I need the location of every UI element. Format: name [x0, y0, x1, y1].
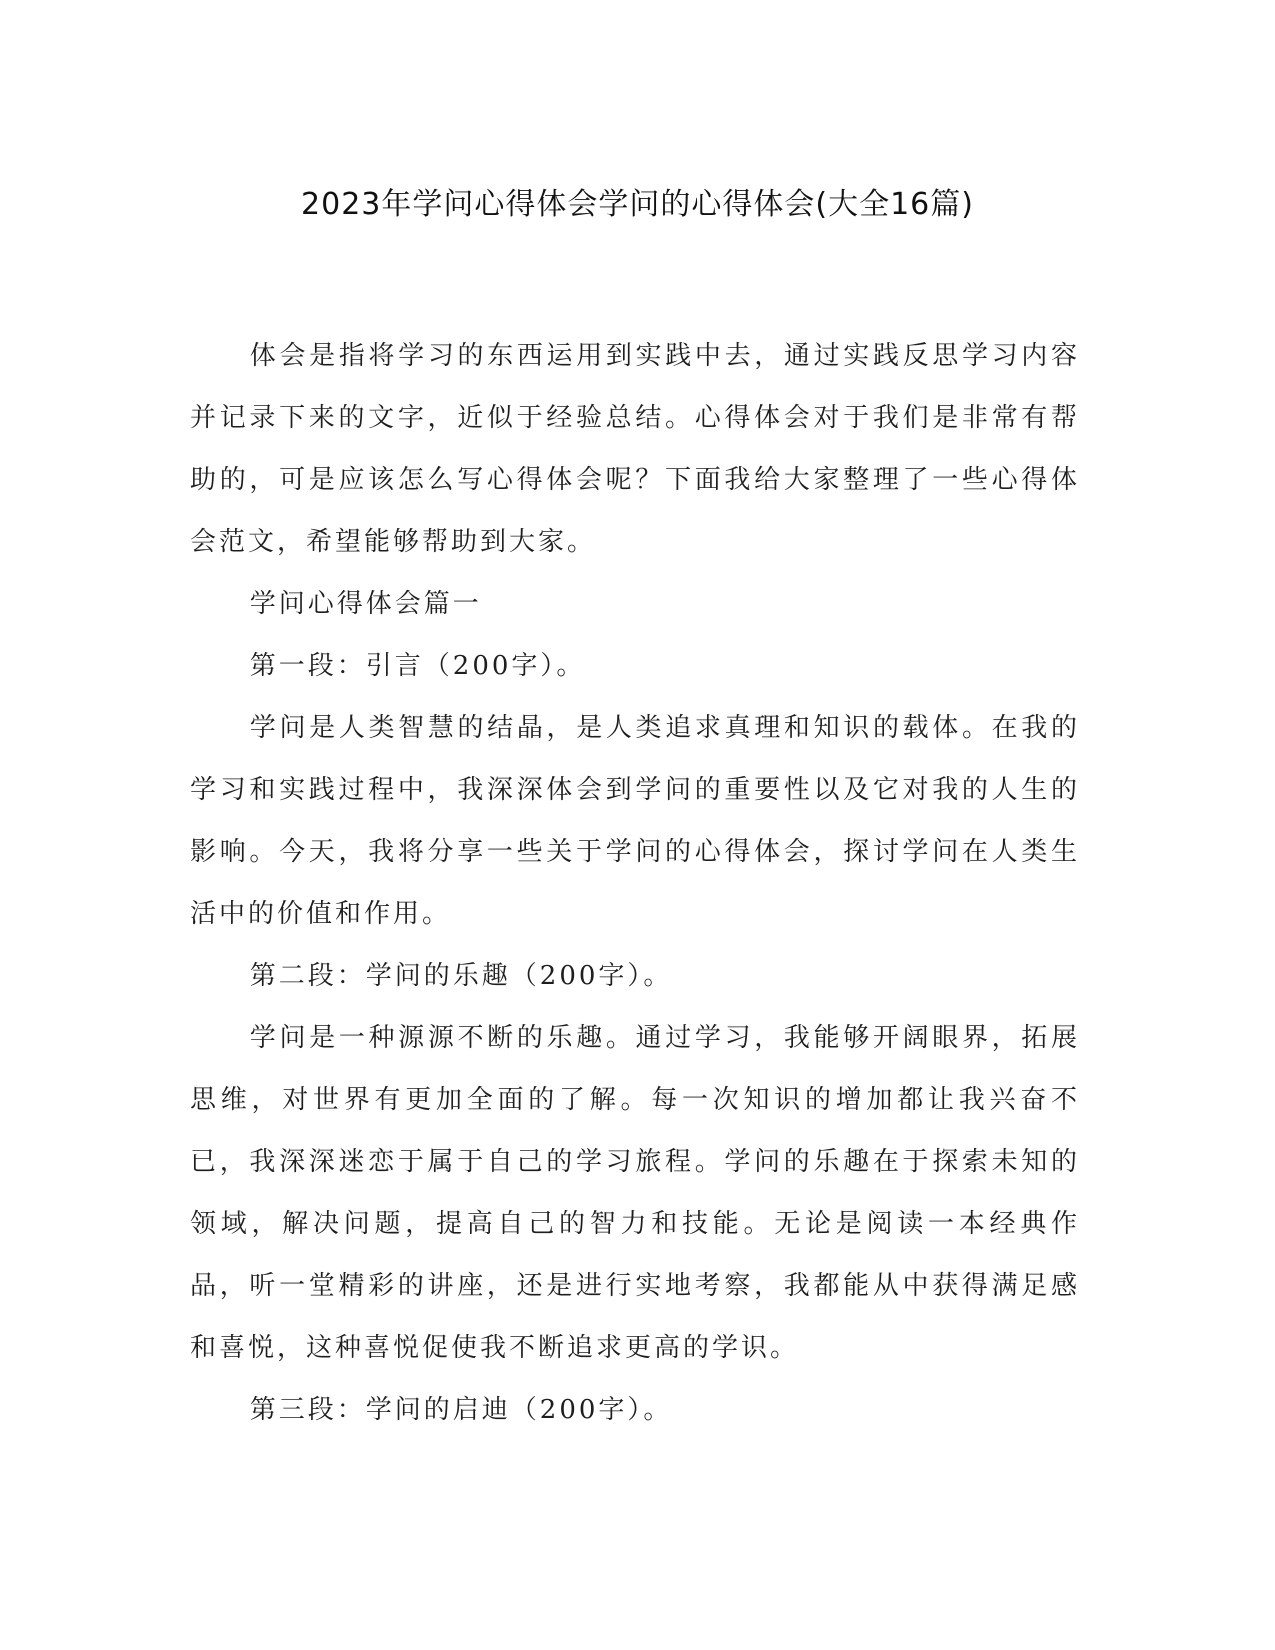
body-paragraph-2: 学问是一种源源不断的乐趣。通过学习，我能够开阔眼界，拓展思维，对世界有更加全面的了解。每一次知识的增加都让我兴奋不已，我深深迷恋于属于自己的学习旅程。学问的乐趣在于探索未知的领域，解决问题，提高自己的智力和技能。无论是阅读一本经典作品，听一堂精彩的讲座，还是进行实地考察，我都能从中获得满足感和喜悦，这种喜悦促使我不断追求更高的学识。	[190, 1023, 1080, 1363]
section-heading: 学问心得体会篇一	[249, 589, 482, 619]
paragraph-heading-2: 第二段：学问的乐趣（200字）。	[249, 961, 673, 991]
document-body	[190, 325, 1080, 1441]
paragraph-heading-3: 第三段：学问的启迪（200字）。	[249, 1395, 673, 1425]
body-paragraph-1: 学问是人类智慧的结晶，是人类追求真理和知识的载体。在我的学习和实践过程中，我深深体会到学问的重要性以及它对我的人生的影响。今天，我将分享一些关于学问的心得体会，探讨学问在人类生活中的价值和作用。	[190, 713, 1080, 929]
intro-paragraph: 体会是指将学习的东西运用到实践中去，通过实践反思学习内容并记录下来的文字，近似于经验总结。心得体会对于我们是非常有帮助的，可是应该怎么写心得体会呢？下面我给大家整理了一些心得体会范文，希望能够帮助到大家。	[190, 341, 1080, 557]
document-title: 2023年学问心得体会学问的心得体会(大全16篇)	[301, 187, 974, 222]
paragraph-heading-1: 第一段：引言（200字）。	[249, 651, 586, 681]
